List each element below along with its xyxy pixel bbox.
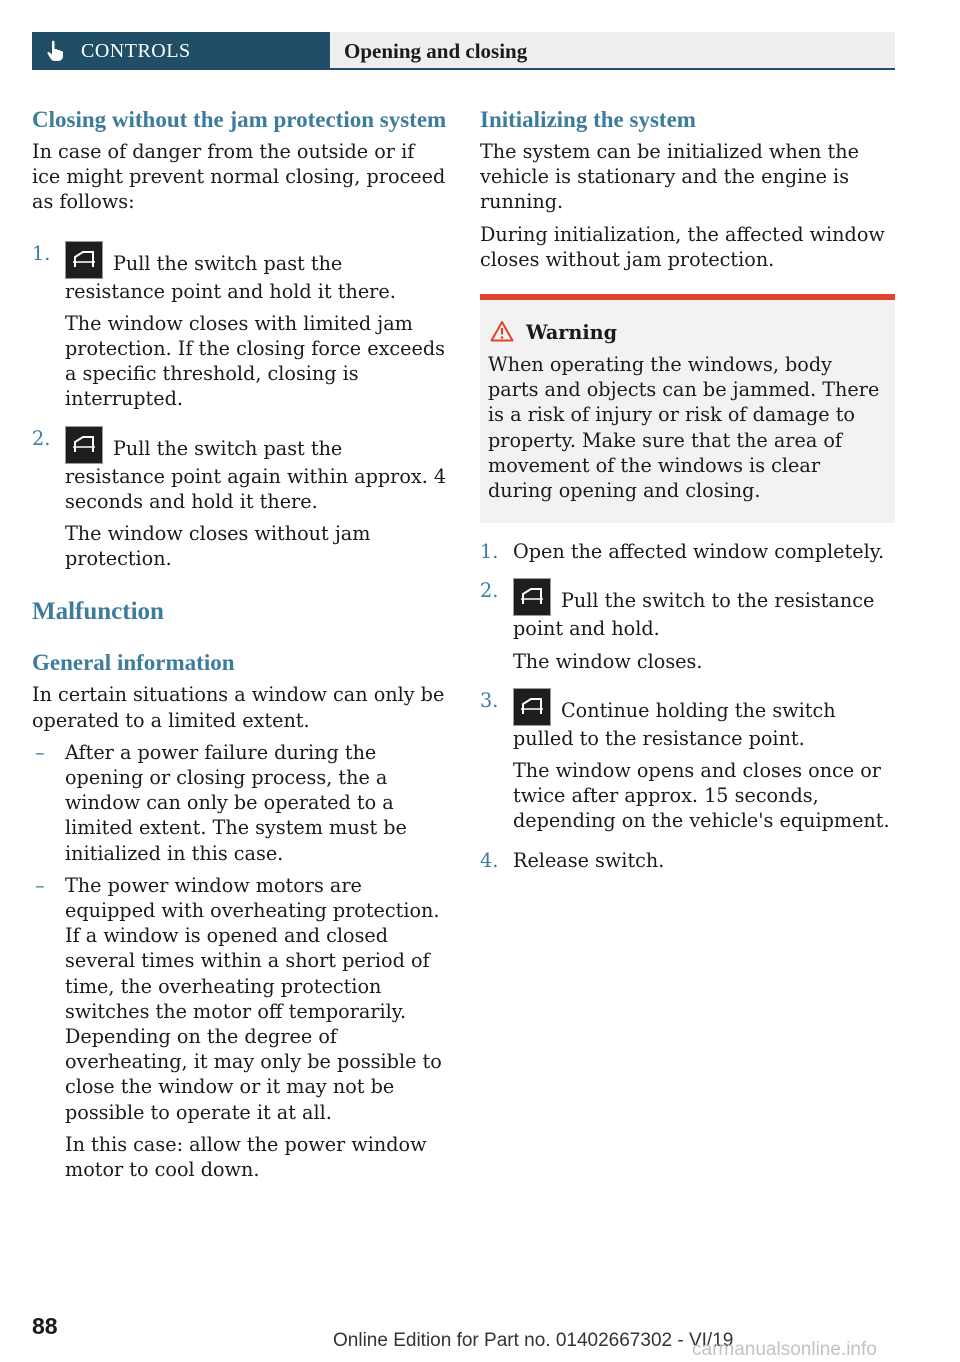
section-label: CONTROLS bbox=[81, 40, 191, 62]
warning-title: Warning bbox=[526, 321, 618, 345]
list-item bbox=[480, 578, 895, 673]
init-para-2: During initialization, the affected window closes without jam protection. bbox=[480, 222, 885, 271]
bullet-text: After a power failure during the opening or closing process, the a window can only be operated to a limited extent. The system must be initialized in this case. bbox=[65, 740, 407, 865]
chapter-title: Opening and closing bbox=[344, 39, 528, 63]
general-info-text: In certain situations a window can only be operated to a limited extent. bbox=[32, 683, 445, 732]
bullet-text: The power window motors are equipped with overheating protection. If a window is opened and closed several times within a short period of time, the overheating protection switches the motor off temporarily. Depending on the degree of overheating, it may only be possible to close the window or it may not be possible to operate it at all. bbox=[65, 873, 442, 1124]
step-text: Release switch. bbox=[513, 848, 665, 872]
step-text: Continue holding the switch pulled to the resistance point. bbox=[513, 698, 836, 750]
step-note: The window closes. bbox=[513, 649, 703, 673]
step-text: Pull the switch past the resistance point and hold it there. bbox=[65, 251, 396, 303]
right-column bbox=[480, 106, 895, 887]
page-number: 88 bbox=[32, 1313, 58, 1339]
list-item bbox=[480, 539, 895, 564]
list-item bbox=[480, 688, 895, 834]
step-text: Pull the switch to the resistance point and hold. bbox=[513, 589, 875, 641]
init-para-1: The system can be initialized when the vehicle is stationary and the engine is running. bbox=[480, 140, 859, 214]
bullet-note: In this case: allow the power window motor to cool down. bbox=[65, 1132, 427, 1182]
step-number: 4. bbox=[480, 848, 499, 872]
list-item bbox=[32, 241, 447, 412]
window-switch-icon bbox=[513, 688, 551, 726]
step-text: Pull the switch past the resistance point again within approx. 4 seconds and hold it there. bbox=[65, 436, 447, 513]
list-item bbox=[480, 848, 895, 873]
step-number: 3. bbox=[480, 688, 499, 712]
list-item bbox=[32, 740, 447, 866]
edition-info: Online Edition for Part no. 01402667302 - VI/19 bbox=[333, 1330, 734, 1351]
list-item bbox=[32, 426, 447, 572]
step-note: The window opens and closes once or twice after approx. 15 seconds, depending on the vehicle's equipment. bbox=[513, 759, 890, 833]
step-note: The window closes with limited jam protection. If the closing force exceeds a specific threshold, closing is interrupted. bbox=[65, 311, 446, 411]
window-switch-icon bbox=[65, 426, 103, 464]
chapter-bar bbox=[330, 32, 895, 70]
general-info-heading: General information bbox=[32, 650, 235, 676]
warning-title-row bbox=[488, 320, 887, 346]
malfunction-heading: Malfunction bbox=[32, 598, 164, 626]
bullet-dash: – bbox=[35, 740, 45, 764]
step-number: 1. bbox=[480, 540, 499, 564]
step-text: Open the affected window completely. bbox=[513, 540, 885, 564]
hand-pointer-icon bbox=[46, 40, 64, 62]
closing-intro: In case of danger from the outside or if ice might prevent normal closing, proceed as follows: bbox=[32, 140, 446, 214]
closing-heading: Closing without the jam protection system bbox=[32, 107, 447, 132]
section-tab[interactable] bbox=[32, 32, 330, 70]
step-number: 2. bbox=[32, 426, 51, 450]
left-column bbox=[32, 106, 447, 1189]
window-switch-icon bbox=[65, 241, 103, 279]
warning-triangle-icon bbox=[490, 320, 514, 342]
step-number: 2. bbox=[480, 579, 499, 603]
init-heading: Initializing the system bbox=[480, 107, 696, 132]
bullet-dash: – bbox=[35, 873, 45, 897]
list-item bbox=[32, 873, 447, 1182]
warning-box bbox=[480, 294, 895, 523]
page-header bbox=[32, 32, 895, 70]
warning-text: When operating the windows, body parts and objects can be jammed. There is a risk of injury or risk of damage to property. Make sure that the area of movement of the windows is clear during opening and closing. bbox=[488, 353, 880, 503]
watermark: carmanualsonline.info bbox=[692, 1339, 877, 1360]
step-number: 1. bbox=[32, 241, 51, 265]
window-switch-icon bbox=[513, 578, 551, 616]
step-note: The window closes without jam protection. bbox=[65, 522, 371, 571]
